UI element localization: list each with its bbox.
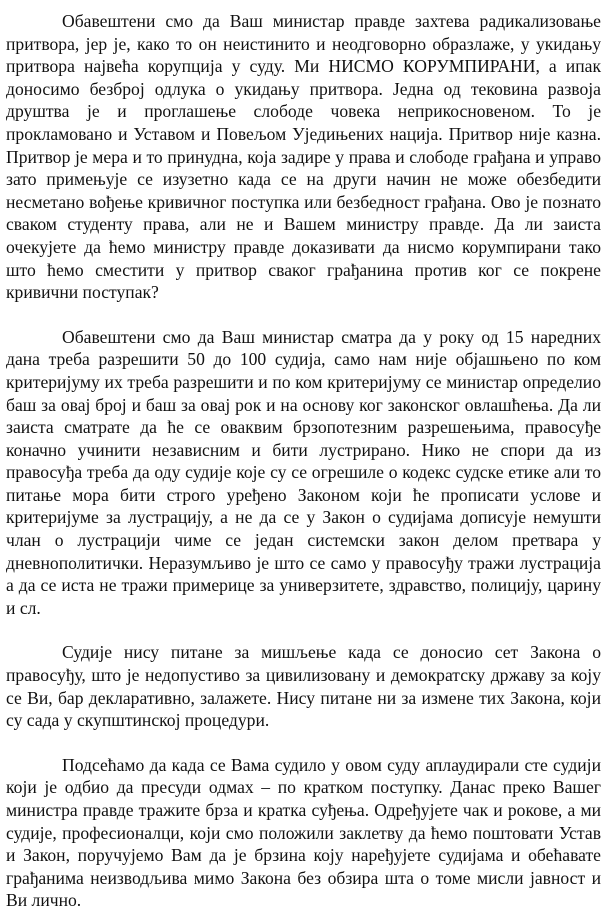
paragraph-dismissal-of-judges: Обавештени смо да Ваш министар сматра да у року од 15 наредних дана треба разрешити 50 до 100 судија, само нам није објашњено по ком критеријуму их треба разрешити и по ком критеријуму се министар определио баш за овај број и баш за овај рок и на основу ког законског овлашћења. Да ли заиста сматрате да ће се оваквим брзопотезним разрешењима, правосуђе коначно учинити независним и бити лустрирано. Нико не спори да из правосуђа треба да оду судије које су се огрешиле о кодекс судске етике али то питање мора бити строго уређено Законом који ће прописати услове и критеријуме за лустрацију, а не да се у Закон о судијама дописује немушти члан о лустрацији чиме се један системски закон делом претвара у дневнополитички. Неразумљиво је што се само у правосуђу тражи лустрација а да се иста не тражи примерице за универзитете, здравство, полицију, царину и сл. [6, 326, 601, 618]
paragraph-speedy-trials: Подсећамо да када се Вама судило у овом суду аплаудирали сте судији који је одбио да пресуди одмах – по кратком поступку. Данас преко Вашег министра правде тражите брза и кратка суђења. Одређујете чак и рокове, а ми судије, професионалци, који смо положили заклетву да ћемо поштовати Устав и Закон, поручујемо Вам да је брзина коју наређујете судијама и обећавате грађанима неизводљива мимо Закона без обзира шта о томе мисли јавност и Ви лично. [6, 754, 601, 911]
paragraph-judges-not-consulted: Судије нису питане за мишљење када се доносио сет Закона о правосуђу, што је недопустиво за цивилизовану и демократску државу за коју се Ви, бар декларативно, залажете. Нису питане ни за измене тих Закона, који су сада у скупштинској процедури. [6, 642, 601, 731]
paragraph-detention: Обавештени смо да Ваш министар правде захтева радикализовање притвора, јер је, како то он неистинито и неодговорно образлаже, у укидању притвора највећа корупција у суду. Ми НИСМО КОРУМПИРАНИ, а ипак доносимо безброј одлука о укидању притвора. Једна од тековина развоја друштва је и проглашење слободе човека неприкосновеном. То је прокламовано и Уставом и Повељом Уједињених нација. Притвор није казна. Притвор је мера и то принудна, која задире у права и слободе грађана и управо зато примењује се изузетно када се на други начин не може обезбедити несметано вођење кривичног поступка или безбедност грађана. Ово је познато сваком студенту права, али не и Вашем министру правде. Да ли заиста очекујете да ћемо министру правде доказивати да нисмо корумпирани тако што ћемо сместити у притвор сваког грађанина против ког се покрене кривични поступак? [6, 11, 601, 303]
